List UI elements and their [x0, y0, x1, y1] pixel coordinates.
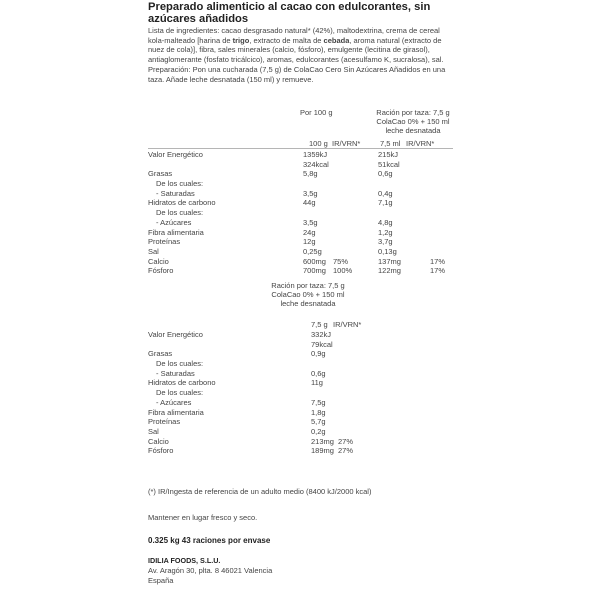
footnote: (*) IR/Ingesta de referencia de un adulto medio (8400 kJ/2000 kcal)	[148, 487, 372, 496]
table-row	[148, 228, 453, 238]
nutrient-label: Fibra alimentaria	[148, 407, 204, 417]
value-ration: 7,1g	[378, 198, 393, 208]
ration-line: ColaCao 0% + 150 ml	[376, 117, 450, 126]
value-ration: 0,2g	[311, 426, 326, 436]
ir-per100: 100%	[333, 266, 353, 276]
sub-header-100g: 100 g	[309, 139, 328, 148]
nutrient-label: Sal	[148, 246, 159, 256]
ration-line: Ración por taza: 7,5 g	[271, 281, 345, 290]
value-ration: 11g	[311, 378, 323, 388]
table-row	[148, 257, 453, 267]
value-ration: 213mg	[311, 436, 334, 446]
ration-line: leche desnatada	[280, 299, 336, 308]
table-row	[148, 160, 453, 170]
value-per100: 44g	[303, 198, 316, 208]
table-row	[148, 437, 453, 447]
table-row	[148, 150, 453, 160]
table-row	[148, 266, 453, 276]
allergen-cebada: cebada	[323, 35, 350, 45]
ration-line: ColaCao 0% + 150 ml	[271, 290, 345, 299]
value-ration: 189mg	[311, 446, 334, 456]
value-per100: 12g	[303, 237, 316, 247]
ingredients-part: , extracto de malta de	[249, 35, 324, 45]
table-row	[148, 179, 453, 189]
value-ration: 1,8g	[311, 407, 326, 417]
ration-line: Ración por taza: 7,5 g	[376, 108, 450, 117]
table-row	[148, 218, 453, 228]
nutrient-label: - Azúcares	[156, 397, 192, 407]
value-per100: 3,5g	[303, 188, 318, 198]
value-ration: 79kcal	[311, 339, 333, 349]
divider	[148, 148, 453, 149]
table2-header	[258, 281, 358, 308]
nutrition-label	[148, 0, 453, 600]
nutrition-table-2	[148, 330, 453, 456]
ir-ration: 17%	[430, 256, 446, 266]
product-title: Preparado alimenticio al cacao con edulcorantes, sin azúcares añadidos	[148, 1, 431, 25]
value-ration: 5,7g	[311, 417, 326, 427]
value-ration: 215kJ	[378, 150, 399, 159]
nutrient-label: Sal	[148, 426, 159, 436]
ration-line: leche desnatada	[385, 126, 441, 135]
nutrient-label: Grasas	[148, 349, 173, 359]
value-per100: 700mg	[303, 266, 326, 276]
value-ration: 3,7g	[378, 237, 393, 247]
table-row	[148, 198, 453, 208]
value-ration: 4,8g	[378, 217, 393, 227]
nutrient-label: Valor Energético	[148, 330, 203, 339]
nutrient-label: Calcio	[148, 436, 169, 446]
ir-ration: 17%	[430, 266, 446, 276]
value-per100: 3,5g	[303, 217, 318, 227]
table-row	[148, 189, 453, 199]
value-per100: 324kcal	[303, 159, 329, 169]
value-ration: 51kcal	[378, 159, 400, 169]
table-row	[148, 398, 453, 408]
table-row	[148, 427, 453, 437]
value-per100: 600mg	[303, 256, 326, 266]
nutrient-label: - Azúcares	[156, 217, 192, 227]
nutrient-label: Hidratos de carbono	[148, 378, 216, 388]
value-per100: 1359kJ	[303, 150, 328, 159]
table-row	[148, 359, 453, 369]
company-name: IDILIA FOODS, S.L.U.	[148, 556, 221, 565]
value-ration: 332kJ	[311, 330, 332, 339]
sub-header-75ml: 7,5 ml	[380, 139, 401, 148]
table-row	[148, 417, 453, 427]
nutrient-label: De los cuales:	[156, 359, 204, 369]
table-row	[148, 169, 453, 179]
table-row	[148, 446, 453, 456]
ingredients-part: Lista de ingredientes: cacao desgrasado natural* (42%), maltodextrina, crema de cereal kola-malteado [harina de	[148, 26, 440, 45]
nutrient-label: Proteínas	[148, 237, 181, 247]
ir-ration: 27%	[338, 446, 354, 456]
table2-sub-75g: 7,5 g	[311, 320, 328, 329]
nutrient-label: Proteínas	[148, 417, 181, 427]
table-row	[148, 247, 453, 257]
value-ration: 7,5g	[311, 397, 326, 407]
allergen-trigo: trigo	[232, 35, 250, 45]
nutrient-label: De los cuales:	[156, 388, 204, 398]
nutrient-label: De los cuales:	[156, 208, 204, 218]
company-country: España	[148, 576, 174, 585]
table-row	[148, 237, 453, 247]
value-per100: 24g	[303, 227, 316, 237]
nutrient-label: De los cuales:	[156, 179, 204, 189]
value-ration: 0,9g	[311, 349, 326, 359]
company-address: Av. Aragón 30, plta. 8 46021 Valencia	[148, 566, 273, 575]
ir-ration: 27%	[338, 436, 354, 446]
nutrient-label: Fósforo	[148, 266, 174, 276]
nutrient-label: Fósforo	[148, 446, 174, 456]
col-header-per100: Por 100 g	[300, 108, 333, 117]
value-ration: 0,4g	[378, 188, 393, 198]
table-row	[148, 340, 453, 350]
storage-text: Mantener en lugar fresco y seco.	[148, 513, 258, 522]
col-header-ration	[366, 108, 460, 135]
nutrient-label: - Saturadas	[156, 368, 195, 378]
value-ration: 0,13g	[378, 246, 397, 256]
value-per100: 0,25g	[303, 246, 322, 256]
nutrient-label: - Saturadas	[156, 188, 195, 198]
ingredients-part: , aroma natural (extracto de nuez de cola)], fibra, sales minerales (calcio, fósforo), emulgente (lecitina de girasol), antiaglomerante (fosfato tricálcico), aromas, edulcorantes (acesulfamo K, sucralosa), sal.	[148, 35, 444, 64]
table-row	[148, 208, 453, 218]
table-row	[148, 369, 453, 379]
table-row	[148, 378, 453, 388]
nutrient-label: Valor Energético	[148, 150, 203, 159]
value-ration: 1,2g	[378, 227, 393, 237]
nutrient-label: Fibra alimentaria	[148, 227, 204, 237]
nutrient-label: Grasas	[148, 169, 173, 179]
value-ration: 0,6g	[378, 169, 393, 179]
table-row	[148, 388, 453, 398]
value-ration: 0,6g	[311, 368, 326, 378]
nutrient-label: Calcio	[148, 256, 169, 266]
sub-header-ir: IR/VRN*	[332, 139, 361, 148]
value-ration: 137mg	[378, 256, 401, 266]
table-row	[148, 408, 453, 418]
preparation-text: Preparación: Pon una cucharada (7,5 g) de ColaCao Cero Sin Azúcares Añadidos en una taza. Añade leche desnatada (150 ml) y remueve.	[148, 65, 446, 84]
table-row	[148, 330, 453, 340]
net-weight: 0.325 kg 43 raciones por envase	[148, 536, 271, 545]
nutrition-table-1	[148, 150, 453, 276]
table-row	[148, 349, 453, 359]
ir-per100: 75%	[333, 256, 349, 266]
table2-sub-ir: IR/VRN*	[333, 320, 362, 329]
value-per100: 5,8g	[303, 169, 318, 179]
sub-header-ir-2: IR/VRN*	[406, 139, 435, 148]
ingredients-text	[148, 26, 453, 64]
nutrient-label: Hidratos de carbono	[148, 198, 216, 208]
value-ration: 122mg	[378, 266, 401, 276]
